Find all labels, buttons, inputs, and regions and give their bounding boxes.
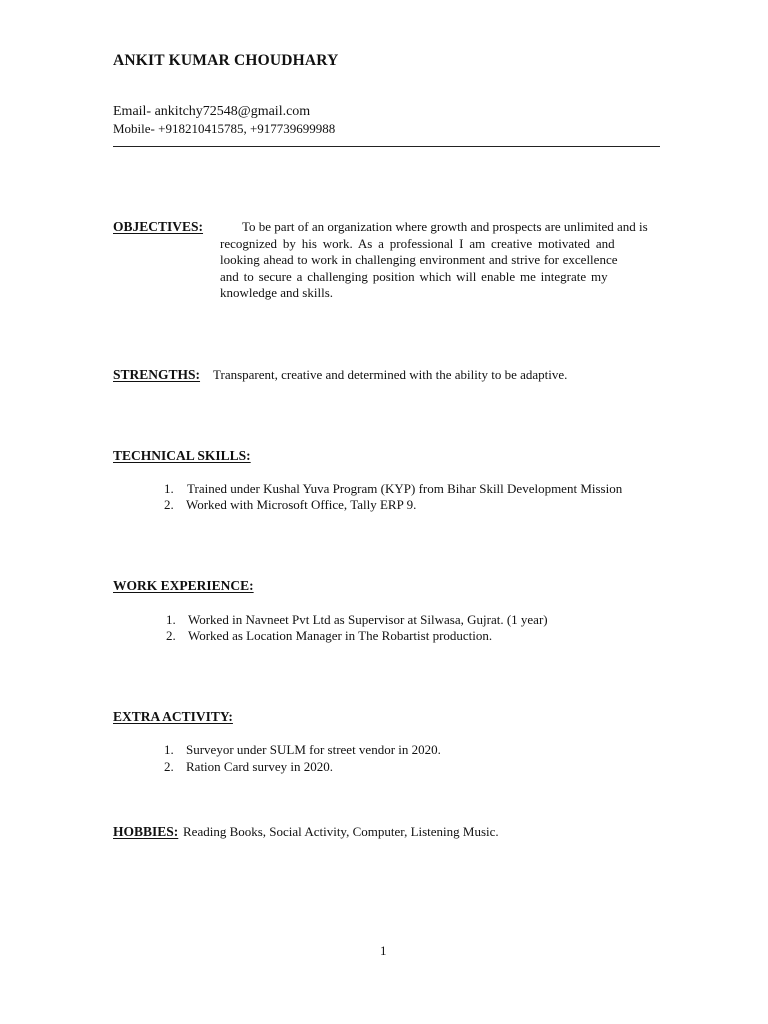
objectives-line-1: To be part of an organization where growth and prospects are unlimited and is [242, 219, 648, 234]
extra-activity-number-2: 2. [164, 759, 174, 774]
header-divider [113, 146, 660, 147]
technical-skills-number-2: 2. [164, 497, 174, 512]
technical-skills-item-2: Worked with Microsoft Office, Tally ERP 9. [186, 497, 417, 512]
page-number: 1 [380, 943, 387, 958]
work-experience-item-2: Worked as Location Manager in The Robartist production. [188, 628, 493, 643]
work-experience-number-2: 2. [166, 628, 176, 643]
strengths-heading: STRENGTHS: [113, 367, 201, 382]
mobile-line: Mobile- +918210415785, +917739699988 [113, 121, 336, 136]
extra-activity-number-1: 1. [164, 742, 174, 757]
email-line: Email- ankitchy72548@gmail.com [113, 104, 311, 119]
objectives-line-4: and to secure a challenging position which will enable me integrate my [220, 269, 608, 284]
work-experience-heading: WORK EXPERIENCE: [113, 578, 254, 593]
objectives-line-3: looking ahead to work in challenging environment and strive for excellence [220, 252, 618, 267]
extra-activity-heading: EXTRA ACTIVITY: [113, 709, 233, 724]
technical-skills-heading: TECHNICAL SKILLS: [113, 448, 251, 463]
objectives-line-2: recognized by his work. As a professional I am creative motivated and [220, 236, 615, 251]
extra-activity-item-2: Ration Card survey in 2020. [186, 759, 333, 774]
work-experience-item-1: Worked in Navneet Pvt Ltd as Supervisor at Silwasa, Gujrat. (1 year) [188, 612, 548, 627]
hobbies-text: Reading Books, Social Activity, Computer, Listening Music. [183, 824, 499, 839]
objectives-line-5: knowledge and skills. [220, 285, 334, 300]
objectives-heading: OBJECTIVES: [113, 219, 204, 234]
work-experience-number-1: 1. [166, 612, 176, 627]
technical-skills-item-1: Trained under Kushal Yuva Program (KYP) from Bihar Skill Development Mission [187, 481, 623, 496]
strengths-text: Transparent, creative and determined with the ability to be adaptive. [213, 367, 568, 382]
technical-skills-number-1: 1. [164, 481, 174, 496]
hobbies-heading: HOBBIES: [113, 824, 179, 839]
applicant-name: ANKIT KUMAR CHOUDHARY [113, 52, 339, 69]
extra-activity-item-1: Surveyor under SULM for street vendor in 2020. [186, 742, 441, 757]
